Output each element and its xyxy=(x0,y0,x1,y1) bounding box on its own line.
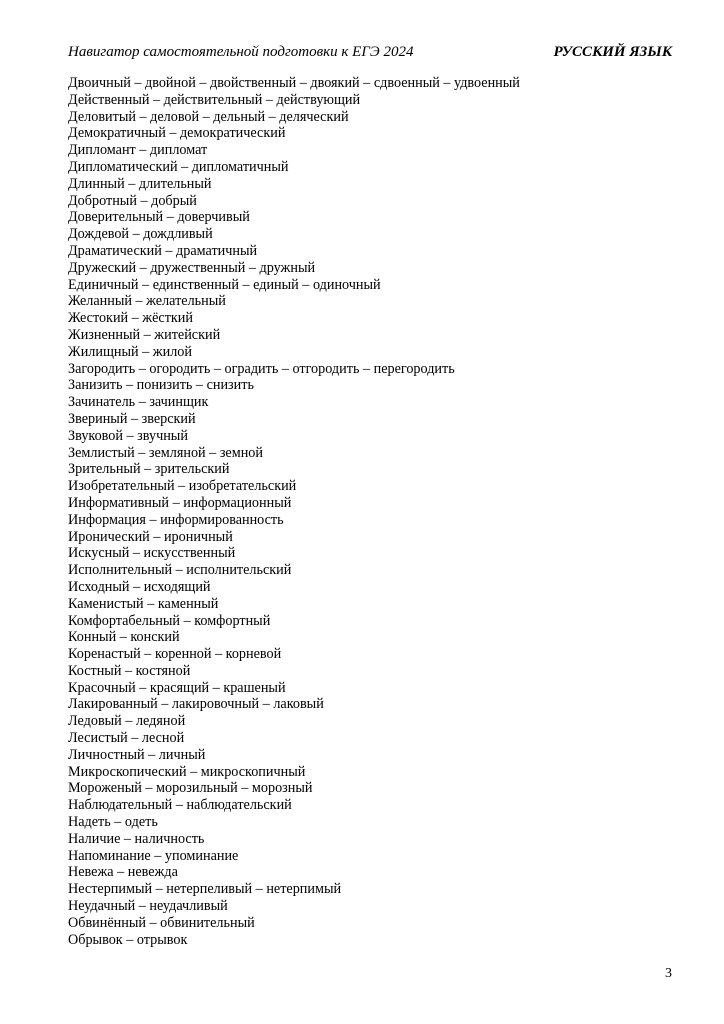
list-item: Исполнительный – исполнительский xyxy=(68,562,292,579)
list-item: Двоичный – двойной – двойственный – двоякий – сдвоенный – удвоенный xyxy=(68,75,520,91)
list-item: Изобретательный – изобретательский xyxy=(68,478,297,495)
list-item: Напоминание – упоминание xyxy=(68,847,239,864)
list-item: Доверительный – доверчивый xyxy=(68,209,250,226)
list-item: Жизненный – житейский xyxy=(68,326,221,343)
list-item: Лесистый – лесной xyxy=(68,730,185,747)
list-item: Коренастый – коренной – корневой xyxy=(68,646,282,663)
list-item: Звериный – зверский xyxy=(68,410,196,427)
list-item: Обрывок – отрывок xyxy=(68,931,188,948)
list-item: Дипломатический – дипломатичный xyxy=(68,158,289,175)
list-item: Дружеский – дружественный – дружный xyxy=(68,259,316,276)
list-item: Деловитый – деловой – дельный – деляческий xyxy=(68,108,349,125)
list-item: Надеть – одеть xyxy=(68,814,158,831)
list-item: Невежа – невежда xyxy=(68,864,178,881)
list-item: Жилищный – жилой xyxy=(68,343,192,360)
list-item: Мороженый – морозильный – морозный xyxy=(68,780,313,797)
list-item: Зрительный – зрительский xyxy=(68,461,230,478)
list-item: Занизить – понизить – снизить xyxy=(68,377,254,394)
list-item: Информация – информированность xyxy=(68,511,284,528)
list-item: Наблюдательный – наблюдательский xyxy=(68,797,292,814)
list-item: Лакированный – лакировочный – лаковый xyxy=(68,696,324,713)
list-item: Комфортабельный – комфортный xyxy=(68,612,271,629)
list-item: Конный – конский xyxy=(68,629,180,646)
list-item: Исходный – исходящий xyxy=(68,578,211,595)
list-item: Длинный – длительный xyxy=(68,175,212,192)
list-item: Добротный – добрый xyxy=(68,192,197,209)
list-item: Загородить – огородить – оградить – отгородить – перегородить xyxy=(68,360,455,377)
list-item: Микроскопический – микроскопичный xyxy=(68,763,306,780)
list-item: Обвинённый – обвинительный xyxy=(68,914,255,931)
paronym-list xyxy=(68,75,520,948)
list-item: Драматический – драматичный xyxy=(68,242,258,259)
list-item: Зачинатель – зачинщик xyxy=(68,394,209,411)
list-item: Единичный – единственный – единый – одиночный xyxy=(68,276,381,293)
list-item: Неудачный – неудачливый xyxy=(68,898,228,915)
list-item: Действенный – действительный – действующий xyxy=(68,91,361,108)
list-item: Личностный – личный xyxy=(68,746,206,763)
list-item: Красочный – красящий – крашеный xyxy=(68,679,286,696)
list-item: Информативный – информационный xyxy=(68,494,292,511)
list-item: Демократичный – демократический xyxy=(68,125,286,142)
list-item: Землистый – земляной – земной xyxy=(68,444,263,461)
list-item: Звуковой – звучный xyxy=(68,427,188,444)
list-item: Нестерпимый – нетерпеливый – нетерпимый xyxy=(68,881,342,898)
list-item: Костный – костяной xyxy=(68,662,191,679)
list-item: Жестокий – жёсткий xyxy=(68,310,193,327)
list-item: Желанный – желательный xyxy=(68,293,226,310)
page-header xyxy=(68,44,672,64)
header-subject: РУССКИЙ ЯЗЫК xyxy=(553,44,672,60)
list-item: Каменистый – каменный xyxy=(68,595,219,612)
list-item: Дождевой – дождливый xyxy=(68,226,213,243)
header-title: Навигатор самостоятельной подготовки к ЕГЭ 2024 xyxy=(68,44,414,60)
page-number: 3 xyxy=(665,966,672,981)
list-item: Наличие – наличность xyxy=(68,830,205,847)
list-item: Дипломант – дипломат xyxy=(68,142,208,159)
list-item: Иронический – ироничный xyxy=(68,528,233,545)
list-item: Искусный – искусственный xyxy=(68,545,236,562)
list-item: Ледовый – ледяной xyxy=(68,713,186,730)
